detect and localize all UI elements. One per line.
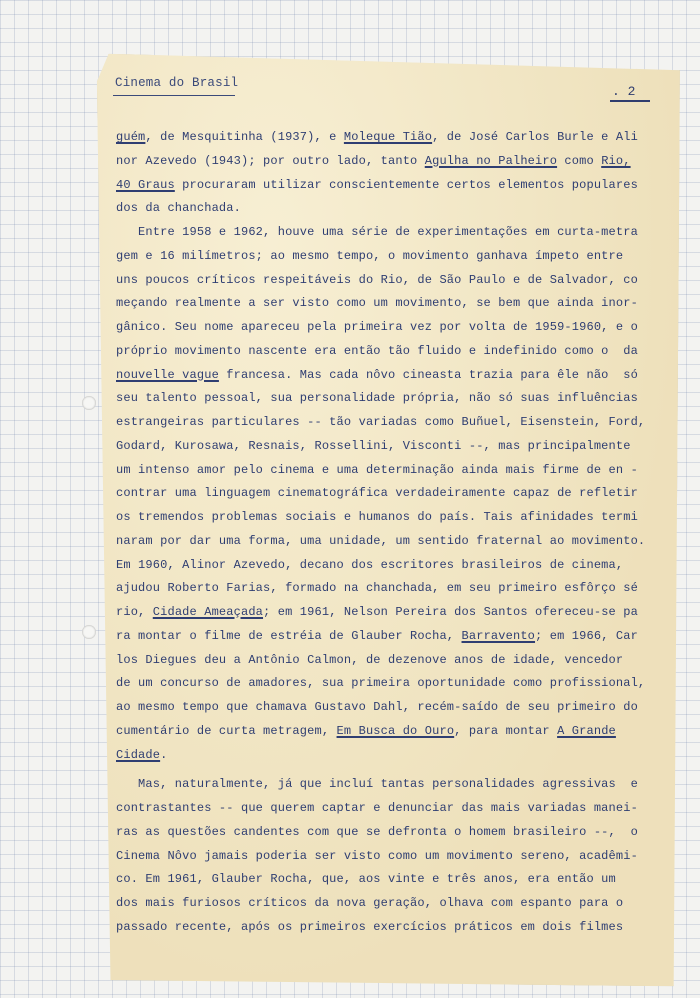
text-line [116,801,638,815]
underlined-title: Cidade Ameaçada [152,605,264,619]
text-line [116,225,638,239]
text-segment: uns poucos críticos respeitáveis do Rio, de São Paulo e de Salvador, co [116,272,638,287]
text-segment: dos da chanchada. [116,201,241,216]
text-line [116,463,638,477]
punch-hole-bottom [82,625,96,639]
text-line [116,777,638,791]
text-segment: Entre 1958 e 1962, houve uma série de experimentações em curta-metra [116,225,638,239]
text-line [116,653,623,667]
text-segment: um intenso amor pelo cinema e uma determinação ainda mais firme de en - [116,462,638,477]
text-line [116,700,638,714]
text-segment: nor Azevedo (1943); por outro lado, tanto [116,153,425,168]
text-line [116,201,241,215]
underlined-title: guém [116,130,146,144]
text-segment: próprio movimento nascente era então tão fluido e indefinido como o da [116,343,638,358]
text-line [116,748,167,762]
text-line [116,825,638,839]
text-segment: passado recente, após os primeiros exercícios práticos em dois filmes [116,919,624,934]
running-title-rule [113,95,235,96]
text-segment: francesa. Mas cada nôvo cineasta trazia para êle não só [218,367,638,382]
text-segment: contrastantes -- que querem captar e denunciar das mais variadas manei- [116,801,638,815]
text-line [116,581,638,595]
text-segment: dos mais furiosos críticos da nova geração, olhava com espanto para o [116,896,624,910]
text-segment: como [557,153,602,168]
underlined-title: Rio, [601,153,631,168]
text-segment: Godard, Kurosawa, Resnais, Rossellini, Visconti --, mas principalmente [116,438,631,453]
page-number: . 2 [612,84,636,99]
text-segment: Mas, naturalmente, já que incluí tantas personalidades agressivas e [116,777,638,792]
text-segment: cumentário de curta metragem, [116,723,337,738]
text-line [116,849,638,863]
text-segment: estrangeiras particulares -- tão variadas como Buñuel, Eisenstein, Ford, [116,415,646,429]
text-segment: procuraram utilizar conscientemente certos elementos populares [174,177,638,192]
underlined-title: Barravento [461,628,536,643]
text-segment: os tremendos problemas sociais e humanos do país. Tais afinidades termi [116,510,638,524]
text-line [116,249,623,263]
text-line [116,510,638,524]
text-line [116,296,638,310]
text-line [116,676,645,690]
running-title: Cinema do Brasil [115,76,239,90]
underlined-title: Agulha no Palheiro [424,153,558,168]
text-segment: los Diegues deu a Antônio Calmon, de dezenove anos de idade, vencedor [116,652,624,667]
text-line [116,320,638,334]
text-segment: gem e 16 milímetros; ao mesmo tempo, o movimento ganhava ímpeto entre [116,248,624,263]
text-segment: ; em 1966, Car [535,628,638,643]
text-line [116,391,638,405]
text-segment: , de Mesquitinha (1937), e [145,130,344,144]
text-line [116,896,623,910]
text-line [116,344,638,358]
text-segment: ras as questões candentes com que se defronta o homem brasileiro --, o [116,824,638,839]
text-segment: , para montar [454,723,558,738]
underlined-title: Em Busca do Ouro [336,723,455,738]
underlined-title: Cidade [116,747,161,762]
text-line [116,558,623,572]
text-segment: Em 1960, Alinor Azevedo, decano dos escritores brasileiros de cinema, [116,557,624,572]
text-segment: meçando realmente a ser visto como um movimento, se bem que ainda inor- [116,296,638,311]
text-segment: ajudou Roberto Farias, formado na chanchada, em seu primeiro esfôrço sé [116,581,638,596]
text-segment: , de José Carlos Burle e Ali [432,130,638,144]
text-segment: ao mesmo tempo que chamava Gustavo Dahl, recém-saído de seu primeiro do [116,700,638,714]
text-segment: seu talento pessoal, sua personalidade própria, não só suas influências [116,391,638,406]
text-line [116,154,631,168]
text-line [116,920,623,934]
text-line [116,629,638,643]
text-line [116,273,638,287]
text-line [116,872,616,886]
text-line [116,486,638,500]
text-segment: Cinema Nôvo jamais poderia ser visto como um movimento sereno, acadêmi- [116,848,638,863]
text-line [116,130,638,144]
text-line [116,178,638,192]
text-segment: . [160,747,168,762]
text-segment: de um concurso de amadores, sua primeira oportunidade como profissional, [116,676,646,691]
text-segment: contrar uma linguagem cinematográfica verdadeiramente capaz de refletir [116,486,638,501]
text-segment: gânico. Seu nome apareceu pela primeira vez por volta de 1959-1960, e o [116,320,638,334]
text-segment: co. Em 1961, Glauber Rocha, que, aos vinte e três anos, era então um [116,872,616,887]
text-line [116,439,631,453]
text-line [116,415,645,429]
text-segment: rio, [116,605,153,619]
page-number-rule [610,100,650,102]
punch-hole-top [82,396,96,410]
underlined-title: 40 Graus [116,177,175,192]
underlined-title: A Grande [557,723,616,738]
text-line [116,368,638,382]
text-line [116,605,638,619]
underlined-title: Moleque Tião [343,130,433,144]
text-segment: naram por dar uma forma, uma unidade, um sentido fraternal ao movimento. [116,533,646,548]
text-line [116,534,645,548]
text-segment: ; em 1961, Nelson Pereira dos Santos ofereceu-se pa [263,605,638,619]
text-segment: ra montar o filme de estréia de Glauber Rocha, [116,628,462,643]
text-line [116,724,616,738]
underlined-title: nouvelle vague [116,367,219,382]
